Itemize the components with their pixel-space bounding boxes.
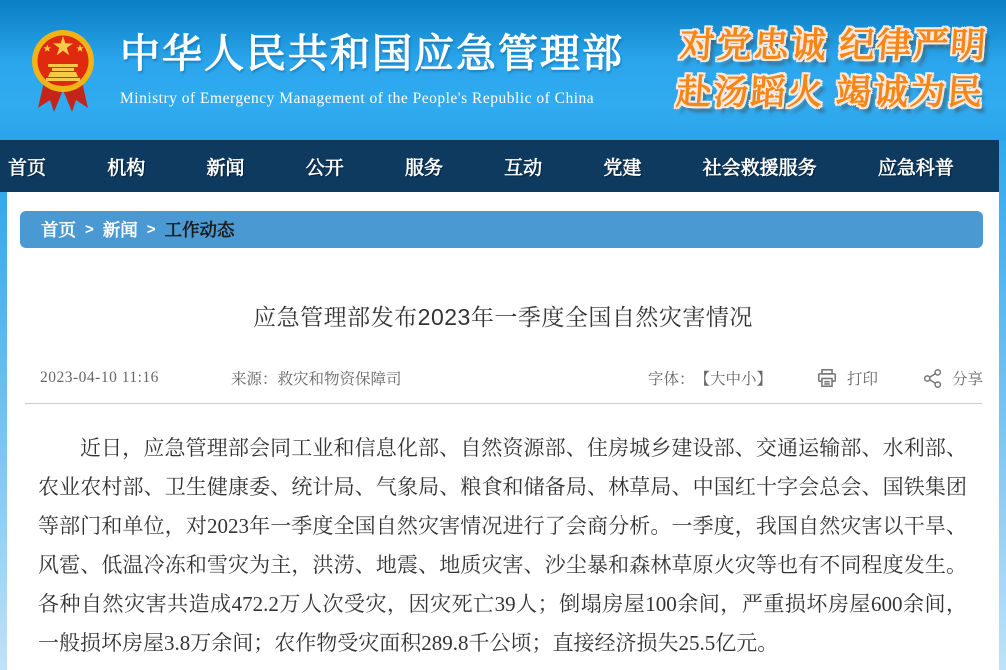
nav-item-disclosure[interactable]: 公开 [305, 157, 344, 179]
nav-item-home[interactable]: 首页 [8, 157, 47, 179]
nav-item-news[interactable]: 新闻 [206, 157, 245, 179]
nav-item-social-rescue[interactable]: 社会救援服务 [702, 157, 817, 179]
print-label: 打印 [846, 371, 878, 388]
main-nav [0, 140, 1000, 192]
breadcrumb-home[interactable]: 首页 [41, 220, 76, 240]
article-meta-right [648, 367, 983, 389]
font-size-label: 字体： [647, 371, 695, 388]
article-meta-left [40, 367, 401, 389]
breadcrumb-current: 工作动态 [164, 220, 235, 240]
site-title: 中华人民共和国应急管理部 [120, 32, 624, 76]
font-size-options[interactable]: 【大中小】 [694, 371, 772, 388]
article-date: 2023-04-10 11:16 [40, 369, 159, 386]
nav-item-emergency-science[interactable]: 应急科普 [877, 157, 954, 179]
site-subtitle: Ministry of Emergency Management of the People's Republic of China [120, 90, 595, 107]
site-header [0, 0, 1006, 140]
font-size-control [648, 367, 772, 389]
article-source: 来源：救灾和物资保障司 [230, 371, 402, 388]
article-meta [40, 367, 983, 389]
meta-divider [25, 403, 982, 404]
nav-item-interaction[interactable]: 互动 [504, 157, 543, 179]
header-slogan [669, 22, 996, 116]
right-border-strip [999, 140, 1006, 670]
breadcrumb-news[interactable]: 新闻 [102, 220, 138, 240]
breadcrumb-separator: > [146, 221, 156, 238]
national-emblem-icon [30, 24, 96, 118]
printer-icon [816, 367, 838, 389]
breadcrumb-separator: > [85, 221, 94, 238]
share-label: 分享 [951, 371, 983, 388]
nav-item-party-building[interactable]: 党建 [603, 157, 642, 179]
slogan-line-2: 赴汤蹈火 竭诚为民 [675, 73, 986, 112]
nav-item-services[interactable]: 服务 [404, 157, 443, 179]
share-icon [922, 368, 943, 389]
article-body: 近日，应急管理部会同工业和信息化部、自然资源部、住房城乡建设部、交通运输部、水利部、农业农村部、卫生健康委、统计局、气象局、粮食和储备局、林草局、中国红十字会总会、国铁集团等部门和单位，对2023年一季度全国自然灾害情况进行了会商分析。一季度，我国自然灾害以干旱、风雹、低温冷冻和雪灾为主，洪涝、地震、地质灾害、沙尘暴和森林草原火灾等也有不同程度发生。各种自然灾害共造成472.2万人次受灾，因灾死亡39人；倒塌房屋100余间，严重损坏房屋600余间，一般损坏房屋3.8万余间；农作物受灾面积289.8千公顷；直接经济损失25.5亿元。 [38, 436, 967, 655]
print-button[interactable] [816, 367, 878, 389]
nav-item-organization[interactable]: 机构 [107, 157, 146, 179]
breadcrumb [20, 211, 983, 248]
site-title-block [120, 32, 624, 108]
article-title: 应急管理部发布2023年一季度全国自然灾害情况 [253, 304, 753, 330]
share-button[interactable] [922, 367, 983, 389]
left-border-strip [0, 192, 7, 670]
slogan-line-1: 对党忠诚 纪律严明 [678, 26, 989, 65]
